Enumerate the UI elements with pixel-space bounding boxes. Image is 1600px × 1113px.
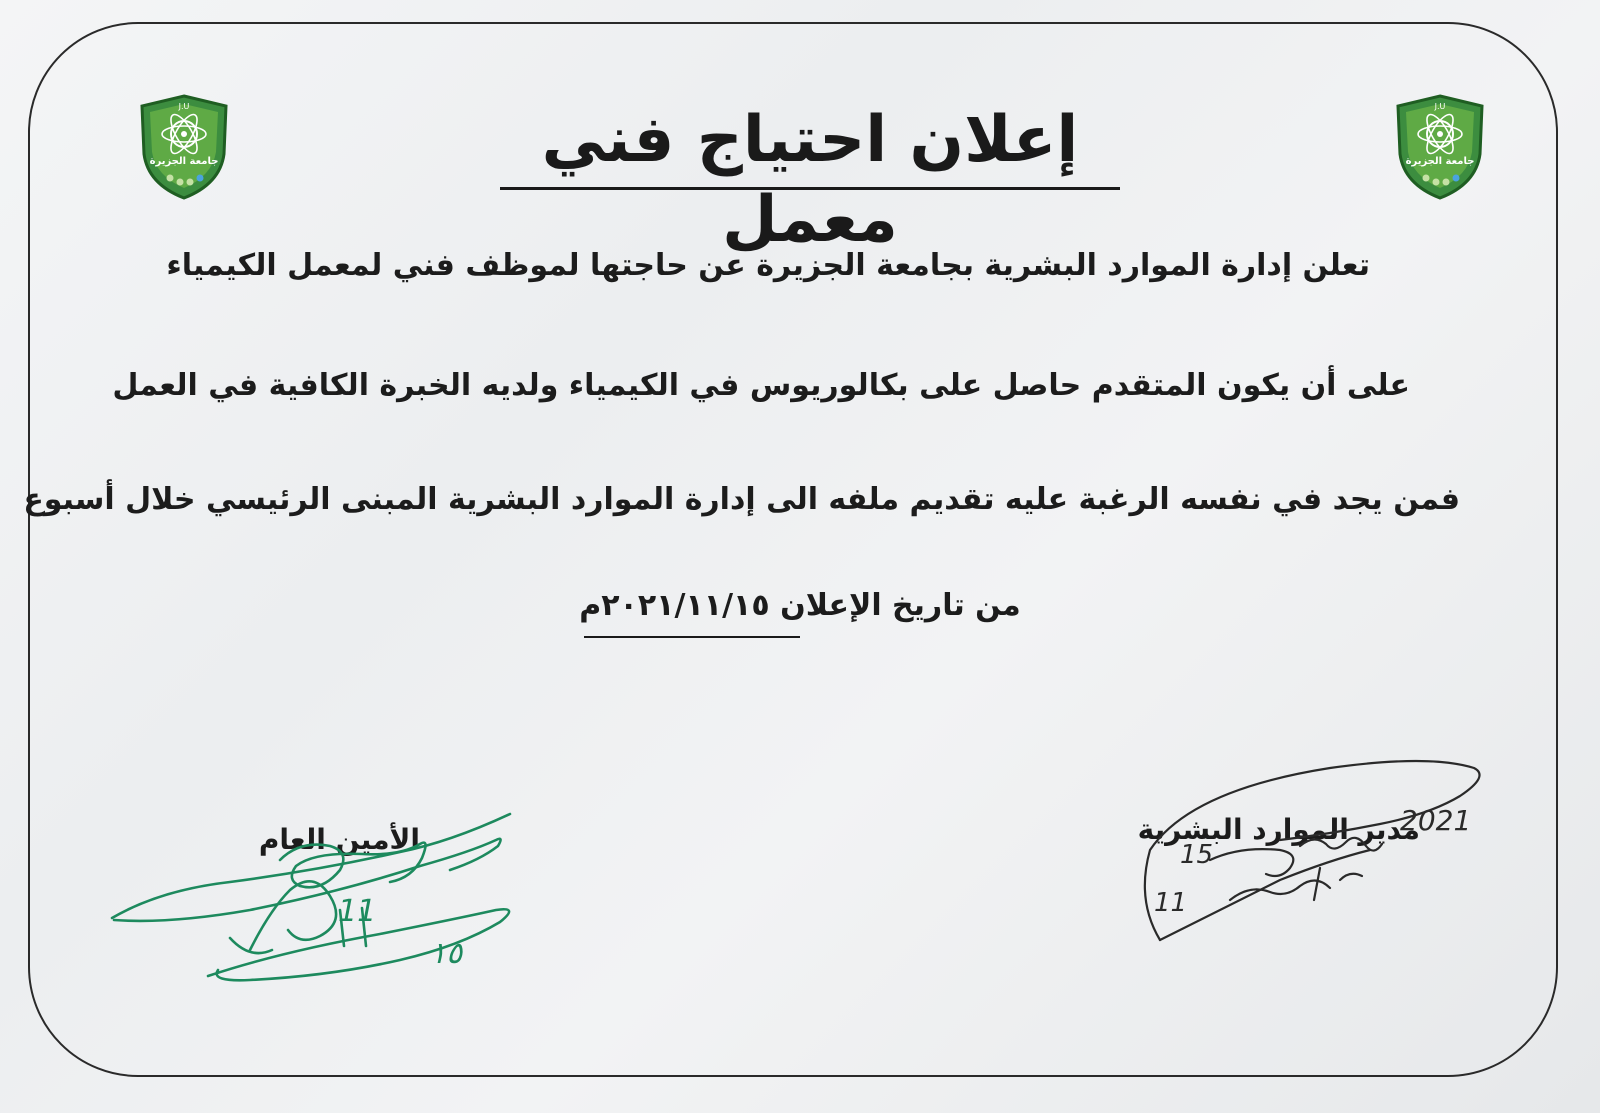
university-logo-left xyxy=(136,92,232,202)
svg-text:جامعة الجزيرة: جامعة الجزيرة xyxy=(149,156,219,167)
date-underline xyxy=(584,636,800,638)
svg-text:J.U: J.U xyxy=(1434,102,1446,111)
announcement-line-2: على أن يكون المتقدم حاصل على بكالوريوس في الكيمياء ولديه الخبرة الكافية في العمل xyxy=(112,368,1410,403)
hr-director-label: مدير الموارد البشرية xyxy=(1137,813,1420,846)
shield-icon xyxy=(136,92,232,202)
hr-director-month: 11 xyxy=(1154,888,1188,918)
svg-text:جامعة الجزيرة: جامعة الجزيرة xyxy=(1405,156,1475,167)
announcement-title: إعلان احتياج فني معمل xyxy=(500,100,1120,190)
announcement-line-1: تعلن إدارة الموارد البشرية بجامعة الجزيرة عن حاجتها لموظف فني لمعمل الكيمياء xyxy=(166,248,1370,283)
announcement-line-date: من تاريخ الإعلان ٢٠٢١/١١/١٥م xyxy=(579,588,1021,623)
secretary-general-signature xyxy=(100,800,540,1020)
shield-icon xyxy=(1392,92,1488,202)
signature-scribble-icon xyxy=(100,800,540,1020)
hr-director-year: 2021 xyxy=(1400,804,1472,837)
hr-director-day: 15 xyxy=(1180,840,1214,870)
announcement-line-3: فمن يجد في نفسه الرغبة عليه تقديم ملفه الى إدارة الموارد البشرية المبنى الرئيسي خلال أسبوع xyxy=(23,482,1460,517)
secretary-general-month: 11 xyxy=(338,894,377,929)
university-logo-right xyxy=(1392,92,1488,202)
svg-text:J.U: J.U xyxy=(178,102,190,111)
hr-director-signature xyxy=(1130,750,1520,950)
secretary-general-day: ١٥ xyxy=(430,936,463,971)
secretary-general-label: الأمين العام xyxy=(258,823,420,856)
